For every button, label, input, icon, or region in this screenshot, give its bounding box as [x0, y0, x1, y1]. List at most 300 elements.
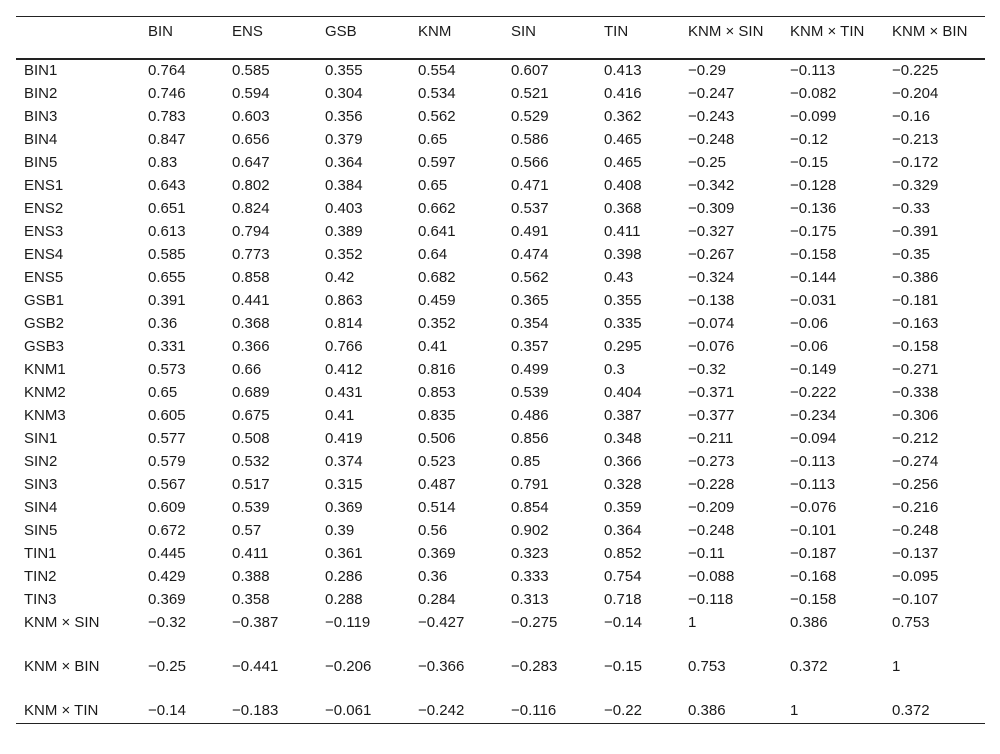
table-cell: 0.718 [604, 590, 642, 608]
table-cell: −0.248 [688, 521, 735, 539]
table-cell: 0.419 [325, 429, 363, 447]
table-cell: 0.514 [418, 498, 456, 516]
table-cell: −0.441 [232, 657, 279, 675]
row-label: GSB1 [24, 291, 65, 309]
table-row [16, 83, 985, 106]
table-cell: −0.273 [688, 452, 735, 470]
table-cell: 0.858 [232, 268, 270, 286]
table-cell: −0.267 [688, 245, 735, 263]
row-label: SIN4 [24, 498, 58, 516]
table-cell: 0.358 [232, 590, 270, 608]
row-label: KNM × BIN [24, 657, 100, 675]
table-cell: 0.365 [511, 291, 549, 309]
table-row [16, 313, 985, 336]
table-cell: −0.116 [511, 701, 557, 719]
table-cell: −0.14 [604, 613, 642, 631]
table-cell: 1 [892, 657, 901, 675]
table-cell: 0.521 [511, 84, 549, 102]
table-row [16, 428, 985, 451]
table-cell: 0.412 [325, 360, 363, 378]
table-cell: −0.095 [892, 567, 939, 585]
table-cell: −0.101 [790, 521, 837, 539]
table-cell: −0.427 [418, 613, 465, 631]
table-row [16, 543, 985, 566]
table-cell: 0.487 [418, 475, 456, 493]
table-row [16, 451, 985, 474]
table-row [16, 612, 985, 656]
table-cell: 0.471 [511, 176, 549, 194]
row-label: GSB2 [24, 314, 65, 332]
row-label: KNM1 [24, 360, 66, 378]
table-cell: −0.391 [892, 222, 939, 240]
table-row [16, 244, 985, 267]
table-cell: −0.149 [790, 360, 837, 378]
table-cell: 0.384 [325, 176, 363, 194]
table-cell: −0.136 [790, 199, 837, 217]
table-cell: 0.655 [148, 268, 186, 286]
table-cell: −0.32 [148, 613, 186, 631]
table-cell: −0.113 [790, 452, 836, 470]
table-cell: 0.386 [688, 701, 726, 719]
table-cell: −0.138 [688, 291, 735, 309]
table-cell: 0.609 [148, 498, 186, 516]
table-cell: −0.22 [604, 701, 642, 719]
table-cell: 0.366 [604, 452, 642, 470]
table-row [16, 405, 985, 428]
table-cell: 0.362 [604, 107, 642, 125]
table-cell: −0.275 [511, 613, 558, 631]
table-cell: 0.585 [232, 61, 270, 79]
table-cell: 0.366 [232, 337, 270, 355]
table-cell: 0.288 [325, 590, 363, 608]
table-cell: 0.853 [418, 383, 456, 401]
table-cell: −0.248 [688, 130, 735, 148]
table-cell: 0.566 [511, 153, 549, 171]
row-label: BIN1 [24, 61, 58, 79]
table-cell: −0.06 [790, 314, 828, 332]
column-header: TIN [604, 23, 629, 40]
table-cell: 0.359 [604, 498, 642, 516]
table-cell: −0.211 [688, 429, 734, 447]
table-cell: 0.369 [418, 544, 456, 562]
table-cell: −0.15 [604, 657, 642, 675]
column-header: ENS [232, 23, 263, 40]
table-cell: 0.416 [604, 84, 642, 102]
table-cell: −0.204 [892, 84, 939, 102]
table-cell: 0.847 [148, 130, 186, 148]
table-cell: −0.216 [892, 498, 939, 516]
table-cell: 0.594 [232, 84, 270, 102]
table-cell: −0.29 [688, 61, 726, 79]
header-row [16, 17, 985, 59]
row-label: BIN4 [24, 130, 58, 148]
table-cell: −0.144 [790, 268, 837, 286]
table-cell: 0.369 [325, 498, 363, 516]
table-cell: 0.56 [418, 521, 448, 539]
table-cell: 0.369 [148, 590, 186, 608]
table-cell: −0.158 [790, 590, 837, 608]
table-cell: 1 [688, 613, 697, 631]
table-cell: −0.213 [892, 130, 939, 148]
table-cell: 0.372 [892, 701, 930, 719]
table-row [16, 700, 985, 724]
table-cell: 0.854 [511, 498, 549, 516]
table-cell: 0.902 [511, 521, 549, 539]
table-cell: 0.529 [511, 107, 549, 125]
table-cell: −0.234 [790, 406, 837, 424]
table-cell: −0.25 [688, 153, 726, 171]
row-label: GSB3 [24, 337, 65, 355]
table-cell: 0.66 [232, 360, 262, 378]
cross-loadings-table [16, 16, 985, 724]
table-cell: 0.682 [418, 268, 456, 286]
table-cell: 0.83 [148, 153, 178, 171]
table-cell: 0.368 [604, 199, 642, 217]
table-cell: −0.088 [688, 567, 735, 585]
row-label: BIN5 [24, 153, 58, 171]
table-cell: −0.119 [325, 613, 371, 631]
table-cell: 0.753 [688, 657, 726, 675]
row-label: KNM2 [24, 383, 66, 401]
table-cell: −0.243 [688, 107, 735, 125]
table-cell: 0.387 [604, 406, 642, 424]
table-cell: 0.586 [511, 130, 549, 148]
table-cell: −0.387 [232, 613, 279, 631]
table-cell: 0.361 [325, 544, 363, 562]
table-cell: −0.274 [892, 452, 939, 470]
table-cell: 0.597 [418, 153, 456, 171]
table-cell: 0.348 [604, 429, 642, 447]
table-cell: −0.082 [790, 84, 837, 102]
table-cell: −0.329 [892, 176, 939, 194]
table-cell: 0.532 [232, 452, 270, 470]
table-cell: 0.539 [232, 498, 270, 516]
table-cell: −0.32 [688, 360, 726, 378]
table-cell: −0.094 [790, 429, 837, 447]
table-cell: 0.753 [892, 613, 930, 631]
table-cell: 0.579 [148, 452, 186, 470]
table-cell: 0.356 [325, 107, 363, 125]
table-cell: 0.465 [604, 130, 642, 148]
table-cell: 0.523 [418, 452, 456, 470]
table-cell: 0.315 [325, 475, 363, 493]
column-header: SIN [511, 23, 537, 40]
table-cell: 0.746 [148, 84, 186, 102]
table-cell: 0.3 [604, 360, 625, 378]
table-cell: 0.357 [511, 337, 549, 355]
table-cell: 0.835 [418, 406, 456, 424]
table-cell: 0.567 [148, 475, 186, 493]
table-cell: −0.118 [688, 590, 734, 608]
table-cell: −0.158 [790, 245, 837, 263]
table-cell: −0.175 [790, 222, 837, 240]
table-cell: 1 [790, 701, 799, 719]
table-cell: 0.603 [232, 107, 270, 125]
table-cell: −0.137 [892, 544, 939, 562]
table-cell: 0.662 [418, 199, 456, 217]
table-cell: 0.286 [325, 567, 363, 585]
table-cell: 0.573 [148, 360, 186, 378]
table-row [16, 474, 985, 497]
row-label: SIN3 [24, 475, 58, 493]
table-cell: 0.372 [790, 657, 828, 675]
table-row [16, 59, 985, 83]
table-cell: 0.607 [511, 61, 549, 79]
table-cell: −0.228 [688, 475, 735, 493]
table-cell: 0.64 [418, 245, 448, 263]
table-cell: −0.342 [688, 176, 735, 194]
row-label: KNM × TIN [24, 701, 99, 719]
table-cell: −0.183 [232, 701, 279, 719]
table-row [16, 221, 985, 244]
table-cell: −0.168 [790, 567, 837, 585]
table-cell: 0.675 [232, 406, 270, 424]
table-row [16, 497, 985, 520]
table-cell: 0.754 [604, 567, 642, 585]
table-row [16, 656, 985, 700]
table-cell: 0.42 [325, 268, 355, 286]
table-cell: −0.306 [892, 406, 939, 424]
table-cell: −0.076 [688, 337, 735, 355]
table-cell: 0.534 [418, 84, 456, 102]
table-row [16, 520, 985, 543]
table-cell: 0.364 [325, 153, 363, 171]
table-cell: −0.209 [688, 498, 735, 516]
table-cell: −0.11 [688, 544, 725, 562]
table-cell: 0.656 [232, 130, 270, 148]
table-cell: −0.14 [148, 701, 186, 719]
column-header: KNM [418, 23, 452, 40]
table-cell: −0.113 [790, 61, 836, 79]
table-cell: 0.816 [418, 360, 456, 378]
table-cell: 0.441 [232, 291, 270, 309]
table-cell: 0.404 [604, 383, 642, 401]
table-cell: 0.408 [604, 176, 642, 194]
table-cell: 0.352 [418, 314, 456, 332]
table-cell: 0.863 [325, 291, 363, 309]
table-cell: 0.824 [232, 199, 270, 217]
table-cell: 0.651 [148, 199, 186, 217]
table-cell: 0.389 [325, 222, 363, 240]
table-cell: 0.459 [418, 291, 456, 309]
table-cell: −0.225 [892, 61, 939, 79]
table-cell: 0.403 [325, 199, 363, 217]
table-cell: 0.562 [511, 268, 549, 286]
table-cell: −0.076 [790, 498, 837, 516]
row-label: ENS1 [24, 176, 64, 194]
table-cell: 0.643 [148, 176, 186, 194]
table-cell: 0.506 [418, 429, 456, 447]
table-cell: −0.107 [892, 590, 939, 608]
table-cell: 0.562 [418, 107, 456, 125]
table-cell: 0.474 [511, 245, 549, 263]
table-cell: 0.445 [148, 544, 186, 562]
table-cell: −0.386 [892, 268, 939, 286]
table-cell: −0.371 [688, 383, 735, 401]
table-cell: 0.41 [418, 337, 448, 355]
table-cell: 0.391 [148, 291, 186, 309]
table-row [16, 106, 985, 129]
table-cell: 0.814 [325, 314, 363, 332]
table-cell: −0.181 [892, 291, 939, 309]
table-cell: −0.377 [688, 406, 735, 424]
table-cell: 0.39 [325, 521, 355, 539]
table-cell: 0.465 [604, 153, 642, 171]
table-row [16, 382, 985, 405]
table-cell: 0.85 [511, 452, 541, 470]
table-cell: −0.248 [892, 521, 939, 539]
table-cell: −0.187 [790, 544, 837, 562]
table-cell: −0.324 [688, 268, 735, 286]
table-cell: 0.783 [148, 107, 186, 125]
table-cell: 0.794 [232, 222, 270, 240]
table-cell: −0.256 [892, 475, 939, 493]
table-cell: 0.284 [418, 590, 456, 608]
table-row [16, 129, 985, 152]
table-cell: 0.355 [604, 291, 642, 309]
table-cell: −0.338 [892, 383, 939, 401]
table-cell: 0.499 [511, 360, 549, 378]
table-cell: −0.271 [892, 360, 939, 378]
table-header [16, 17, 985, 59]
table-cell: 0.386 [790, 613, 828, 631]
table-cell: 0.41 [325, 406, 355, 424]
table-cell: −0.06 [790, 337, 828, 355]
table-cell: 0.57 [232, 521, 262, 539]
table-cell: 0.764 [148, 61, 186, 79]
table-cell: −0.366 [418, 657, 465, 675]
row-label: SIN1 [24, 429, 58, 447]
table-row [16, 267, 985, 290]
table-cell: −0.327 [688, 222, 735, 240]
table-cell: 0.517 [232, 475, 270, 493]
table-cell: 0.65 [418, 130, 448, 148]
table-row [16, 589, 985, 612]
table-cell: 0.331 [148, 337, 186, 355]
row-label: ENS4 [24, 245, 64, 263]
row-label: TIN3 [24, 590, 57, 608]
table-cell: 0.398 [604, 245, 642, 263]
table-cell: −0.35 [892, 245, 930, 263]
table-cell: −0.16 [892, 107, 930, 125]
table-cell: 0.429 [148, 567, 186, 585]
table-cell: −0.247 [688, 84, 735, 102]
table-row [16, 152, 985, 175]
table-cell: 0.508 [232, 429, 270, 447]
row-label: KNM × SIN [24, 613, 100, 631]
table-cell: −0.074 [688, 314, 735, 332]
table-row [16, 175, 985, 198]
column-header: KNM × BIN [892, 23, 968, 40]
table-cell: 0.304 [325, 84, 363, 102]
table-cell: 0.613 [148, 222, 186, 240]
table-cell: −0.128 [790, 176, 837, 194]
table-cell: 0.585 [148, 245, 186, 263]
row-label: SIN5 [24, 521, 58, 539]
table-cell: −0.158 [892, 337, 939, 355]
row-label: TIN2 [24, 567, 57, 585]
table-cell: 0.766 [325, 337, 363, 355]
table-row [16, 336, 985, 359]
table-cell: 0.411 [604, 222, 641, 240]
row-label: BIN3 [24, 107, 58, 125]
table-cell: 0.65 [418, 176, 448, 194]
table-cell: 0.641 [418, 222, 456, 240]
table-cell: 0.328 [604, 475, 642, 493]
table-cell: 0.605 [148, 406, 186, 424]
table-cell: −0.15 [790, 153, 828, 171]
table-cell: 0.856 [511, 429, 549, 447]
table-body [16, 59, 985, 724]
table-row [16, 566, 985, 589]
table-cell: −0.242 [418, 701, 465, 719]
table-cell: 0.333 [511, 567, 549, 585]
table-cell: 0.43 [604, 268, 634, 286]
table-cell: 0.352 [325, 245, 363, 263]
column-header: BIN [148, 23, 174, 40]
row-label: TIN1 [24, 544, 57, 562]
table-cell: −0.172 [892, 153, 939, 171]
table-cell: 0.354 [511, 314, 549, 332]
table-cell: −0.222 [790, 383, 837, 401]
table-cell: 0.802 [232, 176, 270, 194]
table-cell: 0.689 [232, 383, 270, 401]
table-cell: 0.413 [604, 61, 642, 79]
table-cell: 0.852 [604, 544, 642, 562]
column-header: KNM × SIN [688, 23, 764, 40]
table-cell: 0.647 [232, 153, 270, 171]
table-cell: 0.295 [604, 337, 642, 355]
row-label: SIN2 [24, 452, 58, 470]
table-cell: 0.554 [418, 61, 456, 79]
table-row [16, 290, 985, 313]
column-header: KNM × TIN [790, 23, 865, 40]
row-label: BIN2 [24, 84, 58, 102]
table-cell: 0.36 [148, 314, 178, 332]
table-cell: −0.309 [688, 199, 735, 217]
table-cell: 0.36 [418, 567, 448, 585]
table-cell: 0.431 [325, 383, 363, 401]
row-label: ENS5 [24, 268, 64, 286]
table-cell: 0.411 [232, 544, 269, 562]
table-cell: −0.113 [790, 475, 836, 493]
column-header: GSB [325, 23, 357, 40]
table-row [16, 359, 985, 382]
row-label: KNM3 [24, 406, 66, 424]
table-cell: −0.061 [325, 701, 372, 719]
row-label: ENS3 [24, 222, 64, 240]
table-cell: 0.537 [511, 199, 549, 217]
table-cell: 0.65 [148, 383, 178, 401]
table-cell: −0.099 [790, 107, 837, 125]
table-cell: 0.379 [325, 130, 363, 148]
table-cell: 0.368 [232, 314, 270, 332]
table-cell: 0.355 [325, 61, 363, 79]
table-cell: −0.212 [892, 429, 939, 447]
table-cell: 0.491 [511, 222, 549, 240]
table-cell: −0.163 [892, 314, 939, 332]
table-cell: 0.364 [604, 521, 642, 539]
corner-header-cell [16, 17, 140, 59]
table-cell: −0.283 [511, 657, 558, 675]
table-cell: 0.672 [148, 521, 186, 539]
table-cell: 0.323 [511, 544, 549, 562]
table-cell: 0.335 [604, 314, 642, 332]
table-cell: −0.12 [790, 130, 828, 148]
table-cell: 0.388 [232, 567, 270, 585]
table-cell: 0.539 [511, 383, 549, 401]
table-cell: 0.791 [511, 475, 549, 493]
